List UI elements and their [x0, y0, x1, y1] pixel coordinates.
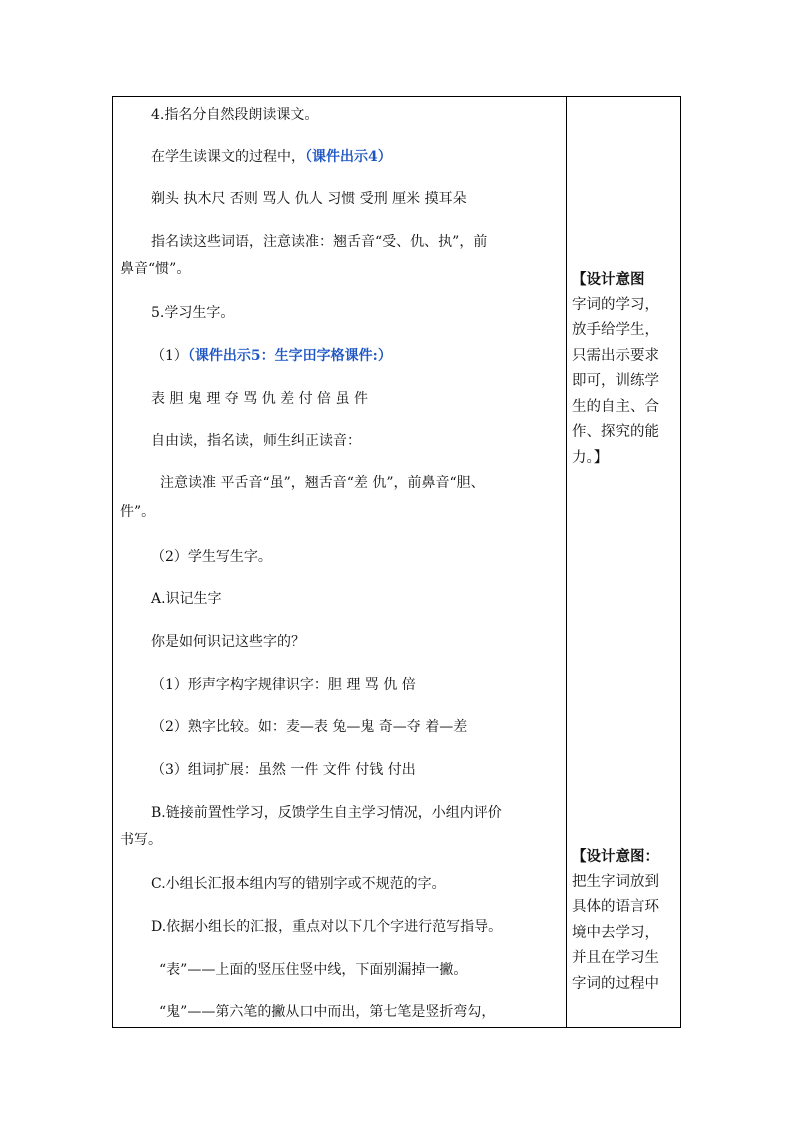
pronunciation-note-line-2: 件”。	[120, 504, 156, 520]
design-intent-line: 字词的过程中	[572, 975, 659, 992]
new-characters: 表 胆 鬼 理 夺 骂 仇 差 付 倍 虽 件	[151, 391, 368, 407]
design-intent-line: 只需出示要求	[572, 347, 659, 364]
design-intent-line: 字词的学习，	[572, 296, 659, 313]
design-intent-line: 放手给学生，	[572, 322, 659, 338]
design-intent-line: 境中去学习，	[572, 924, 659, 941]
vocabulary-words: 剃头 执木尺 否则 骂人 仇人 习惯 受刑 厘米 摸耳朵	[151, 191, 467, 207]
design-intent-line: 力。】	[572, 449, 609, 466]
courseware-4-tag: （课件出示4）	[305, 149, 392, 165]
design-intent-title-1: 【设计意图	[572, 271, 645, 288]
design-intent-note-2	[572, 844, 678, 997]
step-4: 4.指名分自然段朗读课文。	[151, 107, 319, 123]
biao-guidance: “表”——上面的竖压住竖中线，下面别漏掉一撇。	[159, 962, 468, 978]
step-a: A.识记生字	[151, 591, 222, 607]
design-intent-line: 把生字词放到	[572, 873, 659, 890]
courseware-4-line	[151, 147, 392, 167]
sub-step-2: （2）学生写生字。	[151, 549, 272, 565]
step-d: D.依据小组长的汇报，重点对以下几个字进行范写指导。	[151, 919, 503, 935]
method-3: （3）组词扩展：虽然 一件 文件 付钱 付出	[151, 762, 416, 778]
sub-step-1	[151, 346, 392, 366]
pronunciation-line-1: 指名读这些词语，注意读准：翘舌音“受、仇、执”，前	[151, 234, 488, 250]
method-1: （1）形声字构字规律识字：胆 理 骂 仇 倍	[151, 677, 416, 693]
design-intent-note-1	[572, 267, 678, 471]
step-b-line-2: 书写。	[120, 832, 162, 848]
step-c: C.小组长汇报本组内写的错别字或不规范的字。	[151, 876, 446, 892]
memorize-question: 你是如何识记这些字的？	[151, 634, 305, 650]
step-5: 5.学习生字。	[151, 305, 235, 321]
design-intent-line: 具体的语言环	[572, 899, 659, 915]
design-intent-line: 并且在学习生	[572, 950, 659, 966]
reading-instruction: 自由读，指名读，师生纠正读音：	[151, 433, 361, 449]
design-intent-line: 作、探究的能	[572, 424, 659, 440]
method-2: （2）熟字比较。如：麦—表 兔—鬼 奇—夺 着—差	[151, 719, 468, 735]
sub-step-1-prefix: （1）	[151, 348, 188, 364]
courseware-5-tag: （课件出示5：生字田字格课件:）	[187, 348, 392, 364]
design-intent-line: 即可，训练学	[572, 373, 659, 389]
design-intent-column	[567, 97, 680, 1027]
courseware-4-prefix: 在学生读课文的过程中，	[151, 149, 305, 165]
gui-guidance: “鬼”——第六笔的撇从口中而出，第七笔是竖折弯勾，	[159, 1004, 496, 1020]
lesson-content-column	[113, 97, 566, 1027]
design-intent-line: 生的自主、合	[572, 398, 659, 415]
pronunciation-line-2: 鼻音“惯”。	[120, 261, 191, 277]
step-b-line-1: B.链接前置性学习，反馈学生自主学习情况，小组内评价	[151, 805, 502, 821]
design-intent-title-2: 【设计意图：	[572, 848, 659, 865]
pronunciation-note-line-1: 注意读准 平舌音“虽”，翘舌音“差 仇”，前鼻音“胆、	[160, 475, 485, 491]
